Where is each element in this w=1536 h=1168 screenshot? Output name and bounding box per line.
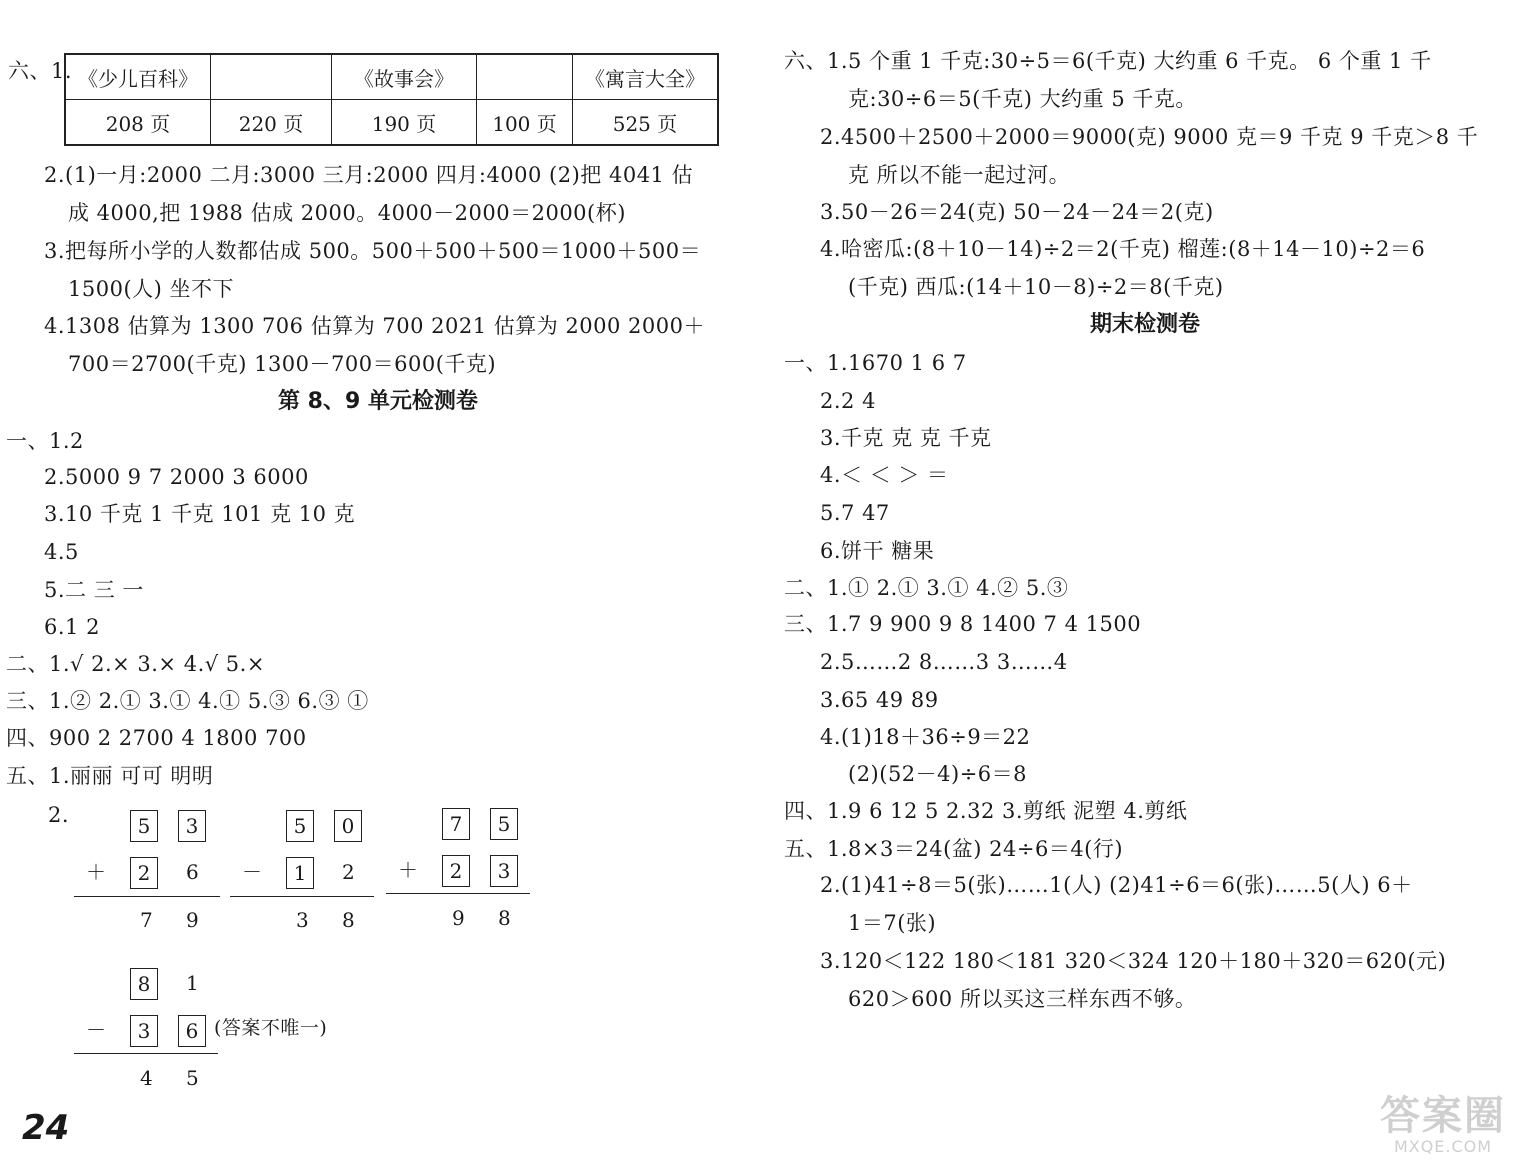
table-cell <box>211 54 332 100</box>
answer-line: 3.10 千克 1 千克 101 克 10 克 <box>44 502 356 526</box>
digit-box: 0 <box>334 810 362 842</box>
table-row <box>65 100 718 146</box>
answer-line: 克:30÷6＝5(千克) 大约重 5 千克。 <box>848 87 1197 111</box>
answer-line: 4.(1)18＋36÷9＝22 <box>820 725 1031 749</box>
answer-line: 二、1.√ 2.× 3.× 4.√ 5.× <box>6 652 265 676</box>
answer-line: (2)(52－4)÷6＝8 <box>848 762 1028 786</box>
section-title: 期末检测卷 <box>1090 312 1201 337</box>
digit: 7 <box>140 908 153 932</box>
answer-line: 六、1.5 个重 1 千克:30÷5＝6(千克) 大约重 6 千克。 6 个重 1 千 <box>784 49 1432 73</box>
answer-line: 5.二 三 一 <box>44 578 144 602</box>
digit-box: 5 <box>130 810 158 842</box>
digit-box: 1 <box>286 857 314 889</box>
table-row <box>65 54 718 100</box>
answer-line: 5.7 47 <box>820 501 890 525</box>
answer-line: 3.120＜122 180＜181 320＜324 120＋180＋320＝620(元) <box>820 949 1447 973</box>
answer-line: 3.65 49 89 <box>820 688 939 712</box>
answer-line: 6.饼干 糖果 <box>820 539 935 563</box>
answer-line: 4.5 <box>44 540 79 564</box>
digit-box: 2 <box>130 857 158 889</box>
answer-line: 五、1.丽丽 可可 明明 <box>6 764 214 788</box>
answer-line: (千克) 西瓜:(14＋10－8)÷2＝8(千克) <box>848 275 1224 299</box>
answer-line: 6.1 2 <box>44 615 100 639</box>
answer-line: 四、900 2 2700 4 1800 700 <box>6 726 307 750</box>
operator: ＋ <box>86 860 106 884</box>
table-cell: 190 页 <box>332 100 477 146</box>
answer-line: 4.哈密瓜:(8＋10－14)÷2＝2(千克) 榴莲:(8＋14－10)÷2＝6 <box>820 237 1426 261</box>
watermark-url: MXQE.COM <box>1393 1137 1493 1156</box>
answer-line: 3.把每所小学的人数都估成 500。500＋500＋500＝1000＋500＝ <box>44 239 702 263</box>
section-6-label: 六、1. <box>8 59 73 83</box>
answer-line: 1500(人) 坐不下 <box>68 277 235 301</box>
operator: － <box>242 860 262 884</box>
digit-box: 7 <box>442 808 470 840</box>
answer-line: 成 4000,把 1988 估成 2000。4000－2000＝2000(杯) <box>68 201 626 225</box>
digit-box: 5 <box>286 810 314 842</box>
sum-line <box>74 1053 218 1054</box>
answer-line: 4.1308 估算为 1300 706 估算为 700 2021 估算为 2000 2000＋ <box>44 314 705 338</box>
digit: 9 <box>186 908 199 932</box>
sum-line <box>230 896 374 897</box>
sum-line <box>386 893 530 894</box>
answer-line: 四、1.9 6 12 5 2.32 3.剪纸 泥塑 4.剪纸 <box>784 799 1188 823</box>
operator: ＋ <box>398 858 418 882</box>
digit-box: 8 <box>130 968 158 1000</box>
table-cell: 《寓言大全》 <box>573 54 719 100</box>
digit: 9 <box>452 906 465 930</box>
operator: － <box>86 1018 106 1042</box>
answer-line: 2.2 4 <box>820 389 876 413</box>
question-2-label: 2. <box>48 803 70 827</box>
table-cell: 220 页 <box>211 100 332 146</box>
table-cell: 208 页 <box>65 100 211 146</box>
digit: 8 <box>498 906 511 930</box>
watermark-logo <box>1358 1094 1528 1160</box>
table-cell: 《故事会》 <box>332 54 477 100</box>
answer-line: 一、1.2 <box>6 429 84 453</box>
digit-box: 5 <box>490 808 518 840</box>
watermark-text: 答案圈 <box>1380 1093 1506 1139</box>
answer-line: 700＝2700(千克) 1300－700＝600(千克) <box>68 352 497 376</box>
digit-box: 2 <box>442 855 470 887</box>
answer-line: 一、1.1670 1 6 7 <box>784 351 967 375</box>
digit: 3 <box>296 908 309 932</box>
book-pages-table <box>64 53 719 146</box>
digit: 2 <box>342 860 355 884</box>
digit: 4 <box>140 1066 153 1090</box>
answer-line: 620＞600 所以买这三样东西不够。 <box>848 987 1197 1011</box>
digit-box: 3 <box>130 1015 158 1047</box>
table-cell: 525 页 <box>573 100 719 146</box>
digit: 8 <box>342 908 355 932</box>
answer-line: 五、1.8×3＝24(盆) 24÷6＝4(行) <box>784 837 1124 861</box>
answer-line: 3.千克 克 克 千克 <box>820 426 992 450</box>
digit: 1 <box>186 971 199 995</box>
answer-line: 二、1.① 2.① 3.① 4.② 5.③ <box>784 576 1069 600</box>
table-cell: 《少儿百科》 <box>65 54 211 100</box>
digit: 6 <box>186 860 199 884</box>
answer-line: 2.5……2 8……3 3……4 <box>820 650 1068 674</box>
digit-box: 3 <box>490 855 518 887</box>
answer-line: 2.5000 9 7 2000 3 6000 <box>44 465 309 489</box>
answer-line: 1＝7(张) <box>848 911 937 935</box>
table-cell: 100 页 <box>477 100 573 146</box>
note: (答案不唯一) <box>214 1017 328 1039</box>
table-cell <box>477 54 573 100</box>
sum-line <box>74 896 220 897</box>
answer-line: 3.50－26＝24(克) 50－24－24＝2(克) <box>820 200 1214 224</box>
answer-line: 2.4500＋2500＋2000＝9000(克) 9000 克＝9 千克 9 千克＞8 千 <box>820 125 1479 149</box>
page-number: 24 <box>22 1108 70 1148</box>
digit-box: 6 <box>178 1015 206 1047</box>
answer-line: 克 所以不能一起过河。 <box>848 163 1071 187</box>
digit: 5 <box>186 1066 199 1090</box>
digit-box: 3 <box>178 810 206 842</box>
answer-line: 2.(1)41÷8＝5(张)……1(人) (2)41÷6＝6(张)……5(人) 6＋ <box>820 873 1413 897</box>
answer-line: 2.(1)一月:2000 二月:3000 三月:2000 四月:4000 (2)把 4041 估 <box>44 163 694 187</box>
answer-line: 三、1.② 2.① 3.① 4.① 5.③ 6.③ ① <box>6 689 369 713</box>
answer-line: 4.＜ ＜ ＞ ＝ <box>820 463 949 487</box>
answer-line: 三、1.7 9 900 9 8 1400 7 4 1500 <box>784 612 1142 636</box>
section-title: 第 8、9 单元检测卷 <box>278 389 478 414</box>
